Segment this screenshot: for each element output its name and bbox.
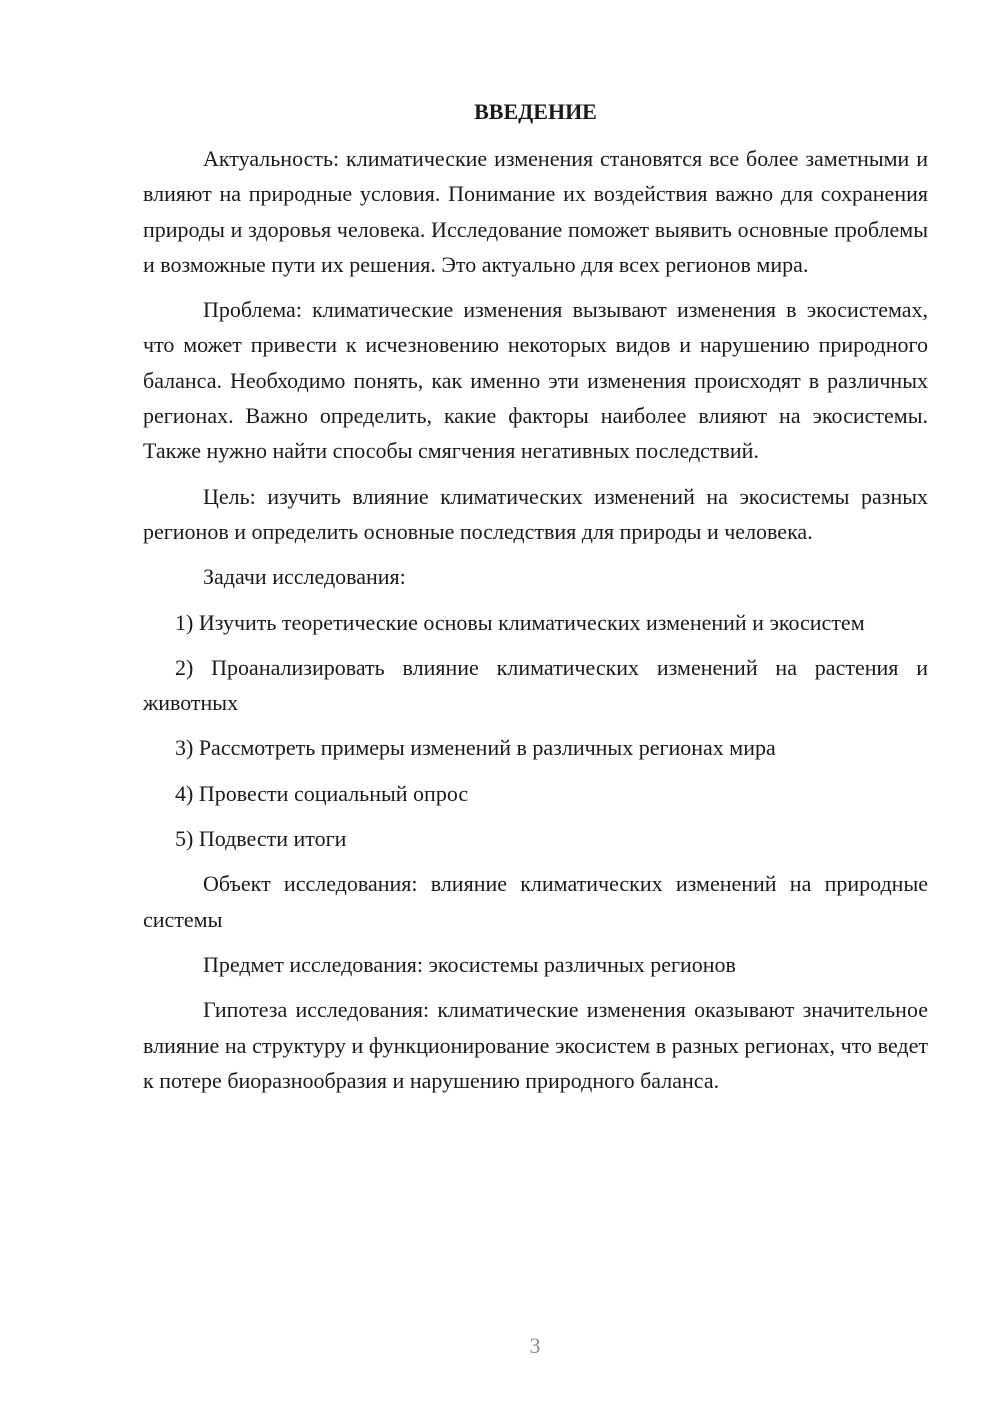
- section-title: ВВЕДЕНИЕ: [474, 99, 597, 124]
- page-number: 3: [529, 1333, 541, 1358]
- object-paragraph: Объект исследования: влияние климатических изменений на природные системы: [143, 871, 928, 932]
- page-body: [143, 94, 928, 1098]
- problem-paragraph: Проблема: климатические изменения вызывают изменения в экосистемах, что может привести к исчезновению некоторых видов и нарушению природного баланса. Необходимо понять, как именно эти изменения происходят в различных регионах. Важно определить, какие факторы наиболее влияют на экосистемы. Также нужно найти способы смягчения негативных последствий.: [143, 297, 928, 464]
- task-item-4: 4) Провести социальный опрос: [175, 780, 469, 806]
- task-item-1: 1) Изучить теоретические основы климатических изменений и экосистем: [175, 609, 865, 635]
- tasks-heading: Задачи исследования:: [203, 564, 406, 590]
- goal-paragraph: Цель: изучить влияние климатических изменений на экосистемы разных регионов и определить основные последствия для природы и человека.: [143, 483, 928, 544]
- task-item-3: 3) Рассмотреть примеры изменений в различных регионах мира: [175, 735, 776, 761]
- task-item-5: 5) Подвести итоги: [175, 826, 347, 852]
- relevance-paragraph: Актуальность: климатические изменения становятся все более заметными и влияют на природные условия. Понимание их воздействия важно для сохранения природы и здоровья человека. Исследование поможет выявить основные проблемы и возможные пути их решения. Это актуально для всех регионов мира.: [143, 146, 928, 277]
- subject-paragraph: Предмет исследования: экосистемы различных регионов: [203, 951, 736, 977]
- task-item-2: 2) Проанализировать влияние климатических изменений на растения и животных: [143, 654, 928, 716]
- hypothesis-paragraph: Гипотеза исследования: климатические изменения оказывают значительное влияние на структуру и функционирование экосистем в разных регионах, что ведет к потере биоразнообразия и нарушению природного баланса.: [143, 997, 928, 1093]
